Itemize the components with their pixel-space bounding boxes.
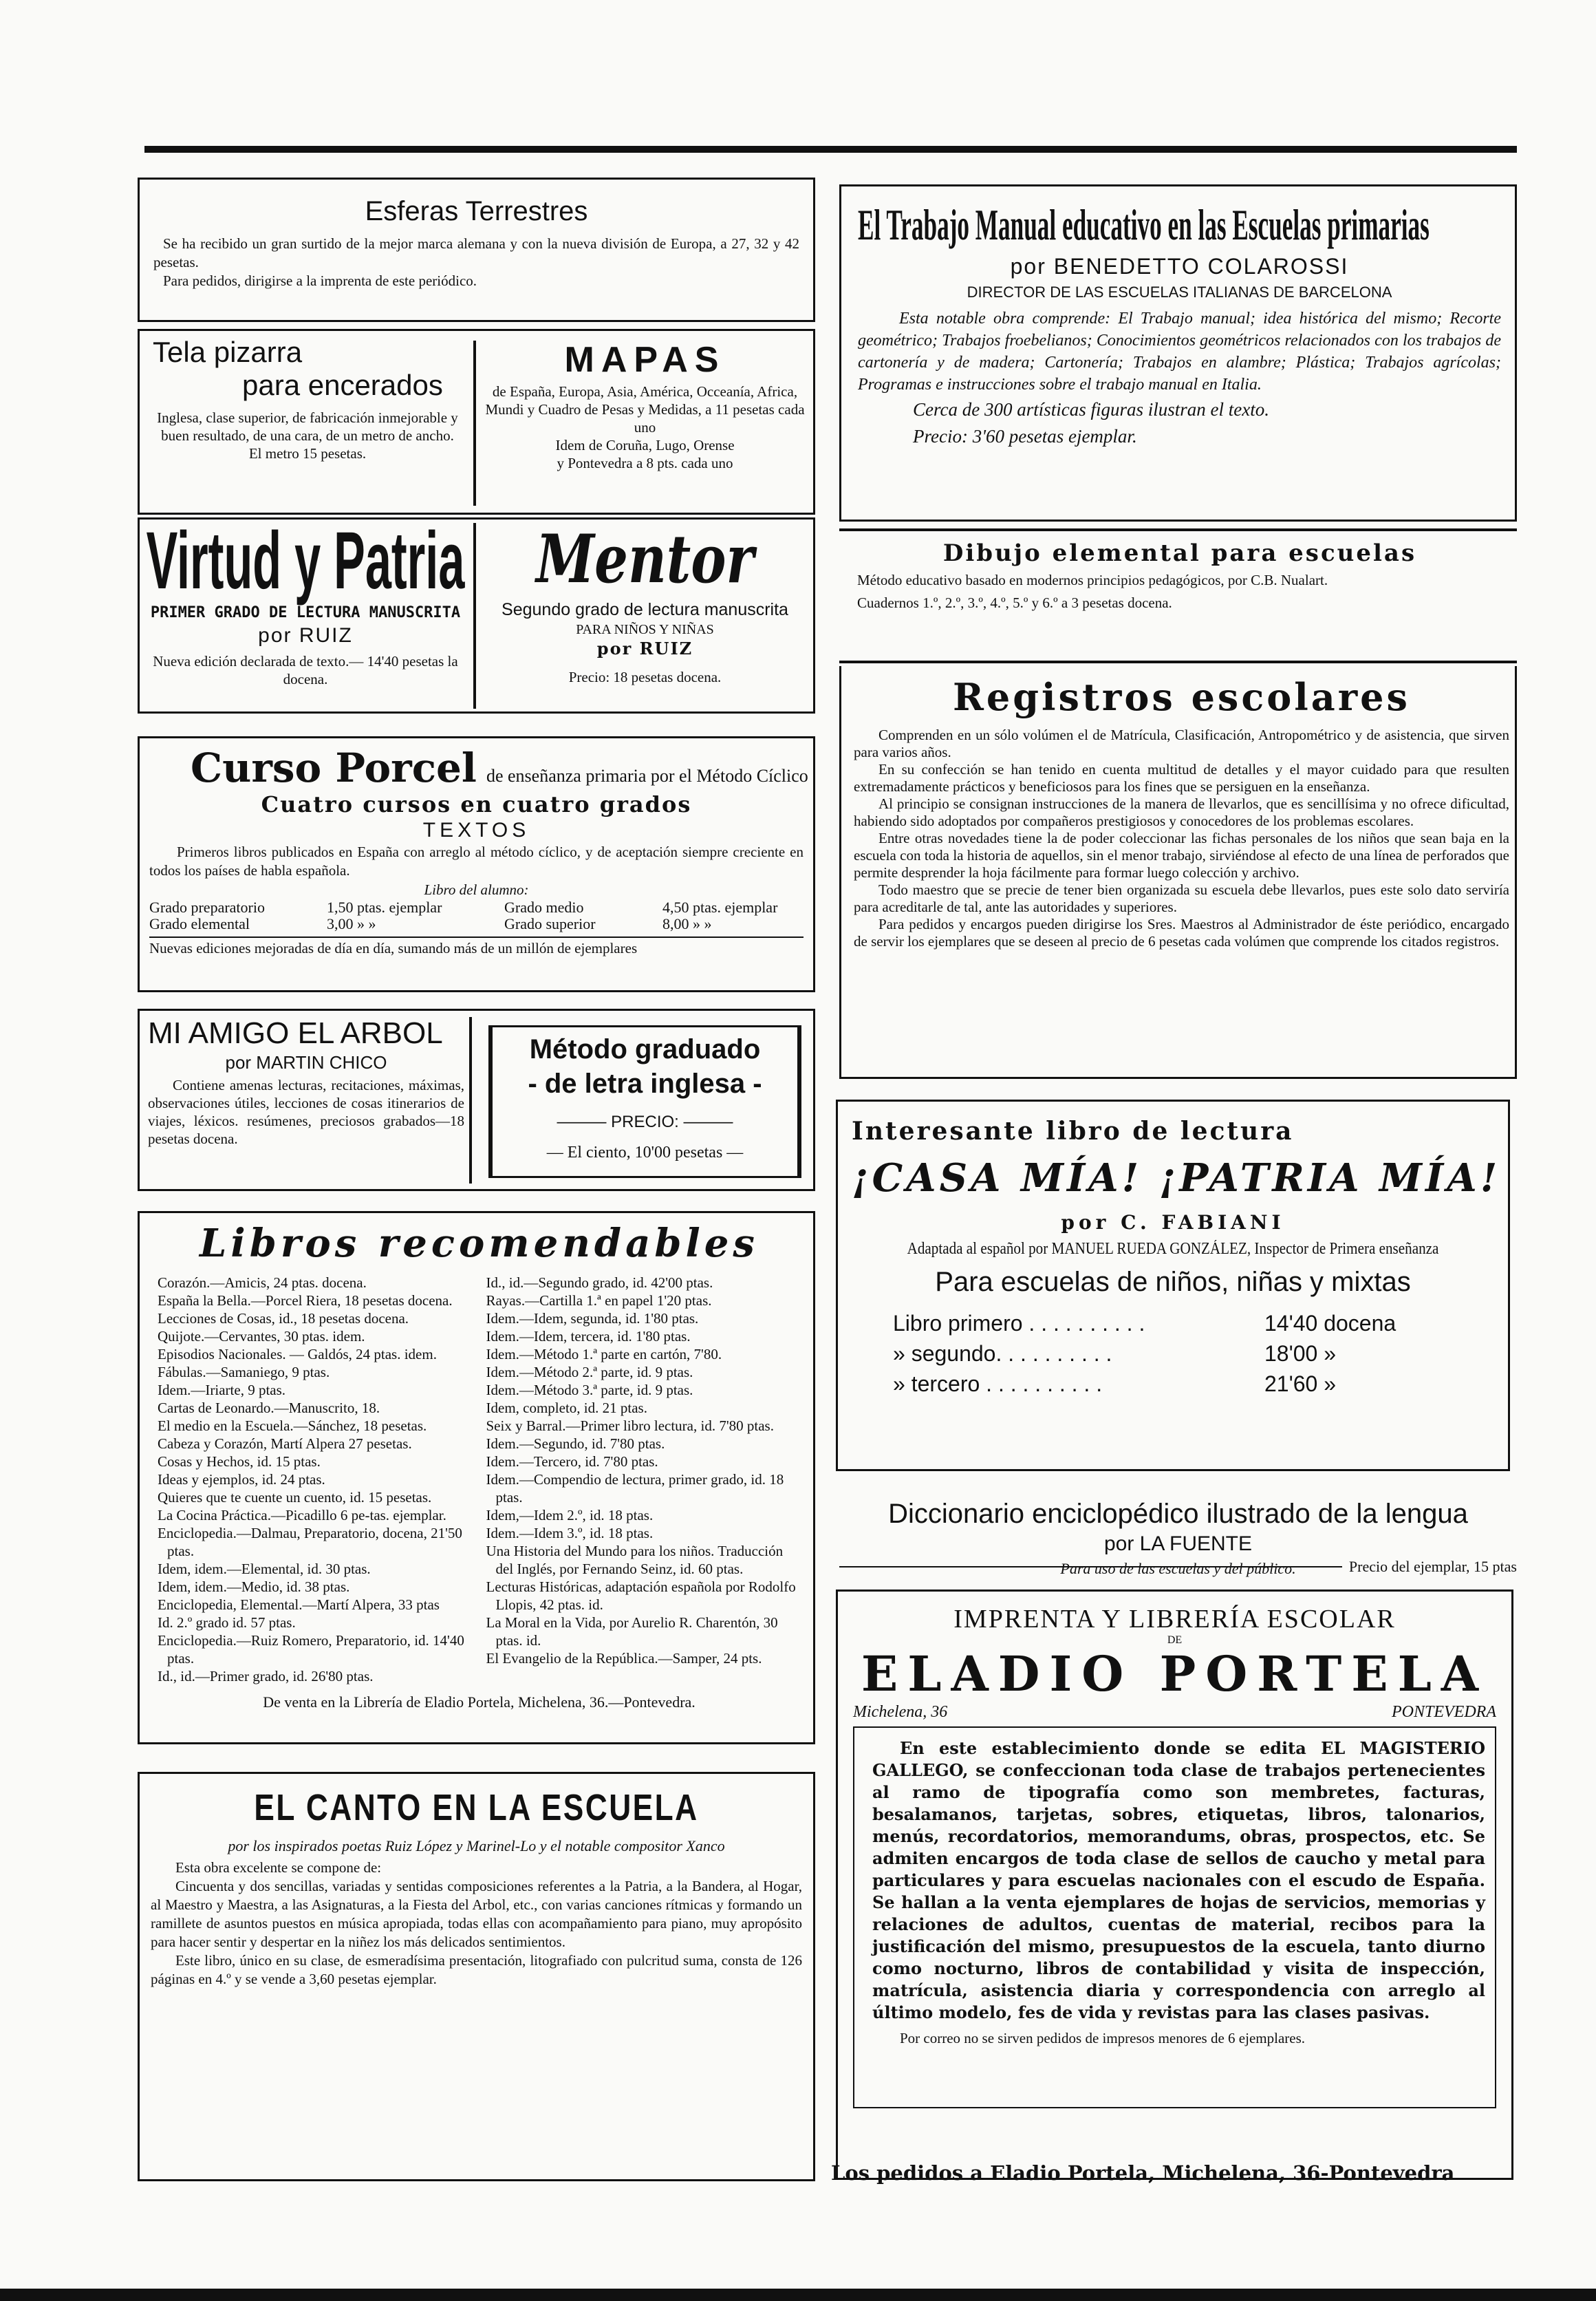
- top-rule: [144, 146, 1517, 153]
- curso-title-rest: de enseñanza primaria por el Método Cíclico: [486, 766, 808, 786]
- libros-title: Libros recomendables: [200, 1221, 759, 1266]
- amigo-title: MI AMIGO EL ARBOL: [148, 1016, 443, 1050]
- dibujo-bottom-rule: [839, 661, 1517, 663]
- book-item: Quijote.—Cervantes, 30 ptas. idem.: [158, 1328, 365, 1345]
- book-item: Quieres que te cuente un cuento, id. 15 pesetas.: [158, 1489, 432, 1506]
- grade-name: Grado preparatorio: [149, 899, 265, 916]
- esferas-ad: [138, 178, 815, 322]
- registros-paragraph: Entre otras novedades tiene la de poder coleccionar las fichas personales de los niños que sean baja en la escuela con toda la historia de aquellos, sin el menor trabajo, sirviéndose al efecto de una línea de perforados que permite desprender la hoja fácilmente para formar luego colección y archivo.: [854, 830, 1509, 881]
- grade-price: 3,00 » »: [327, 915, 376, 932]
- tela-body: Inglesa, clase superior, de fabricación inmejorable y buen resultado, de una cara, de un metro de ancho.: [157, 409, 458, 444]
- book-item: Lecturas Históricas, adaptación española por Rodolfo Llopis, 42 ptas. id.: [486, 1578, 796, 1613]
- imprenta-de: DE: [1167, 1634, 1183, 1646]
- virtud-ad: [141, 515, 470, 688]
- grade-name: Grado superior: [504, 915, 596, 932]
- curso-title: Curso Porcel: [191, 745, 477, 791]
- mentor-audience: PARA NIÑOS Y NIÑAS: [576, 622, 714, 637]
- book-item: Idem.—Método 3.ª parte, id. 9 ptas.: [486, 1382, 693, 1398]
- tela-title-2: para encerados: [242, 369, 443, 401]
- virtud-subtitle: PRIMER GRADO DE LECTURA MANUSCRITA: [150, 604, 461, 621]
- book-item: Ideas y ejemplos, id. 24 ptas.: [158, 1471, 325, 1488]
- esferas-note: Para pedidos, dirigirse a la imprenta de este periódico.: [163, 272, 477, 289]
- book-item: Idem.—Método 2.ª parte, id. 9 ptas.: [486, 1364, 693, 1380]
- book-item: Fábulas.—Samaniego, 9 ptas.: [158, 1364, 330, 1380]
- book-item: La Moral en la Vida, por Aurelio R. Charentón, 30 ptas. id.: [486, 1614, 778, 1649]
- book-item: Cabeza y Corazón, Martí Alpera 27 pesetas.: [158, 1435, 412, 1452]
- imprenta-ad: [836, 1590, 1513, 2180]
- casa-price-label: » segundo. . . . . . . . . .: [893, 1341, 1112, 1366]
- diccionario-author: por LA FUENTE: [1103, 1532, 1253, 1555]
- grade-price: 1,50 ptas. ejemplar: [327, 899, 442, 916]
- registros-title: Registros escolares: [953, 675, 1410, 719]
- mapas-line3: y Pontevedra a 8 pts. cada uno: [557, 455, 733, 471]
- registros-ad: [839, 666, 1517, 1079]
- book-item: Idem,—Idem 2.º, id. 18 ptas.: [486, 1507, 654, 1523]
- dibujo-title: Dibujo elemental para escuelas: [942, 539, 1417, 567]
- mentor-price: Precio: 18 pesetas docena.: [568, 669, 722, 685]
- book-item: Idem, completo, id. 21 ptas.: [486, 1400, 647, 1416]
- book-item: Idem.—Compendio de lectura, primer grado, id. 18 ptas.: [486, 1471, 784, 1506]
- book-item: Una Historia del Mundo para los niños. Traducción del Inglés, por Fernando Seinz, id. 60 ptas.: [486, 1543, 784, 1577]
- bottom-rule: [0, 2289, 1596, 2301]
- diccionario-price: Precio del ejemplar, 15 ptas: [1348, 1558, 1517, 1575]
- registros-paragraph: Todo maestro que se precie de tener bien organizada su escuela debe llevarlos, pues este solo dato serviría para acreditarle de tal, ante las autoridades y superiores.: [854, 881, 1509, 915]
- tela-price: El metro 15 pesetas.: [248, 445, 367, 462]
- book-item: Cosas y Hechos, id. 15 ptas.: [158, 1453, 321, 1470]
- book-item: Episodios Nacionales. — Galdós, 24 ptas. idem.: [158, 1346, 437, 1362]
- amigo-metodo-divider: [469, 1017, 472, 1184]
- metodo-title-2: - de letra inglesa -: [528, 1069, 762, 1099]
- dibujo-body: Método educativo basado en modernos principios pedagógicos, por C.B. Nualart.: [857, 572, 1328, 588]
- book-item: Cartas de Leonardo.—Manuscrito, 18.: [158, 1400, 380, 1416]
- imprenta-street: Michelena, 36: [853, 1703, 948, 1721]
- trabajo-figures: Cerca de 300 artísticas figuras ilustran el texto.: [913, 399, 1269, 420]
- metodo-content: [495, 1032, 795, 1164]
- amigo-ad: [148, 1016, 464, 1148]
- book-item: Id., id.—Segundo grado, id. 42'00 ptas.: [486, 1274, 713, 1291]
- book-item: Idem.—Idem 3.º, id. 18 ptas.: [486, 1525, 654, 1541]
- virtud-body: Nueva edición declarada de texto.— 14'40 pesetas la docena.: [153, 653, 458, 687]
- trabajo-body: Esta notable obra comprende: El Trabajo manual; idea histórica del mismo; Recorte geométrico; Trabajos froebelianos; Conocimientos geométricos relacionados con los trabajos de cartonería y de madera; Cartonería; Trabajos en alambre; Plástica; Trabajos agrícolas; Programas e instrucciones sobre el trabajo manual en Italia.: [858, 310, 1501, 394]
- diccionario-price-row: [839, 1556, 1517, 1577]
- amigo-author: por MARTIN CHICO: [225, 1052, 387, 1073]
- curso-libro: Libro del alumno:: [424, 881, 529, 898]
- metodo-price: — El ciento, 10'00 pesetas —: [546, 1144, 744, 1162]
- grade-name: Grado medio: [504, 899, 584, 916]
- mentor-author: por RUIZ: [596, 639, 693, 659]
- casa-header: Interesante libro de lectura: [852, 1117, 1294, 1146]
- registros-paragraph: Comprenden en un sólo volúmen el de Matrícula, Clasificación, Antropométrico y de asistencia, que sirven para varios años.: [854, 727, 1509, 760]
- trabajo-price: Precio: 3'60 pesetas ejemplar.: [913, 426, 1137, 447]
- casa-adapt: Adaptada al español por MANUEL RUEDA GONZÁLEZ, Inspector de Primera enseñanza: [907, 1240, 1439, 1258]
- book-item: España la Bella.—Porcel Riera, 18 pesetas docena.: [158, 1292, 453, 1309]
- canto-intro: Esta obra excelente se compone de:: [175, 1859, 382, 1876]
- trabajo-author: por BENEDETTO COLAROSSI: [1010, 254, 1349, 279]
- imprenta-city: PONTEVEDRA: [1392, 1703, 1496, 1721]
- curso-subtitle: Cuatro cursos en cuatro grados: [261, 791, 692, 817]
- book-item: Idem.—Segundo, id. 7'80 ptas.: [486, 1435, 665, 1452]
- book-item: Lecciones de Cosas, id., 18 pesetas docena.: [158, 1310, 409, 1327]
- casa-price-row: [893, 1308, 1494, 1338]
- mapas-line2: Idem de Coruña, Lugo, Orense: [555, 437, 735, 453]
- diccionario-title: Diccionario enciclopédico ilustrado de la lengua: [888, 1499, 1468, 1529]
- diccionario-use: Para uso de las escuelas y del público.: [1060, 1560, 1296, 1577]
- grade-price: 8,00 » »: [662, 915, 712, 932]
- book-item: Idem.—Tercero, id. 7'80 ptas.: [486, 1453, 658, 1470]
- book-item: El medio en la Escuela.—Sánchez, 18 pesetas.: [158, 1417, 427, 1434]
- mapas-title: MAPAS: [564, 340, 726, 380]
- curso-grade-row-1: [149, 899, 804, 916]
- imprenta-name: ELADIO PORTELA: [861, 1645, 1489, 1702]
- registros-paragraph: Al principio se consignan instrucciones de la manera de llevarlos, que es sencillísima y no ofrece dificultad, habiendo sido adoptados por compañeros prestigiosos y conocedores de los problemas escolares.: [854, 795, 1509, 829]
- casa-price-row: [893, 1338, 1494, 1369]
- book-item: Enciclopedia.—Dalmau, Preparatorio, docena, 21'50 ptas.: [158, 1525, 462, 1559]
- book-item: Idem.—Iriarte, 9 ptas.: [158, 1382, 286, 1398]
- registros-paragraph: En su confección se han tenido en cuenta multitud de detalles y el mayor cuidado para que resulten extremadamente prácticos y beneficiosos para los fines que se persiguen en la enseñanza.: [854, 761, 1509, 795]
- esferas-body: Se ha recibido un gran surtido de la mejor marca alemana y con la nueva división de Europa, a 27, 32 y 42 pesetas.: [153, 235, 799, 270]
- canto-ad: [138, 1772, 815, 2181]
- book-item: Enciclopedia.—Ruiz Romero, Preparatorio, id. 14'40 ptas.: [158, 1632, 464, 1667]
- tela-title-1: Tela pizarra: [153, 336, 303, 368]
- mapas-ad: [485, 337, 805, 472]
- book-item: Corazón.—Amicis, 24 ptas. docena.: [158, 1274, 367, 1291]
- book-item: El Evangelio de la República.—Samper, 24 pts.: [486, 1650, 762, 1667]
- libros-footer: De venta en la Librería de Eladio Portela, Michelena, 36.—Pontevedra.: [263, 1693, 695, 1711]
- casa-author: por C. FABIANI: [1061, 1211, 1285, 1234]
- casa-ad: [836, 1100, 1510, 1471]
- libros-list: [158, 1274, 801, 1687]
- dibujo-ad: [846, 537, 1513, 615]
- virtud-title: Virtud y Patria: [146, 515, 465, 606]
- mentor-title: Mentor: [536, 520, 754, 598]
- amigo-body: Contiene amenas lecturas, recitaciones, máximas, observaciones útiles, lecciones de cosas itinerarios de viajes, léxicos. resúmenes, preciosos grabados—18 pesetas docena.: [148, 1077, 464, 1147]
- casa-price-label: Libro primero . . . . . . . . . .: [893, 1311, 1145, 1336]
- casa-prices: [852, 1308, 1494, 1399]
- casa-price-value: 14'40 docena: [1264, 1311, 1396, 1336]
- metodo-title-1: Método graduado: [529, 1034, 761, 1064]
- imprenta-title: IMPRENTA Y LIBRERÍA ESCOLAR: [953, 1605, 1396, 1634]
- trabajo-ad: [839, 184, 1517, 522]
- libros-ad: [138, 1211, 815, 1744]
- book-item: Id., id.—Primer grado, id. 26'80 ptas.: [158, 1668, 374, 1684]
- curso-ad: [138, 736, 815, 992]
- curso-body: Primeros libros publicados en España con arreglo al método cíclico, y de aceptación siempre creciente en todos los países de habla española.: [149, 844, 804, 879]
- curso-footer: Nuevas ediciones mejoradas de día en día, sumando más de un millón de ejemplares: [149, 940, 638, 956]
- grade-name: Grado elemental: [149, 915, 250, 932]
- book-item: Idem.—Método 1.ª parte en cartón, 7'80.: [486, 1346, 722, 1362]
- canto-subtitle: por los inspirados poetas Ruiz López y Marinel-Lo y el notable compositor Xanco: [228, 1837, 725, 1854]
- esferas-title: Esferas Terrestres: [365, 196, 588, 226]
- curso-textos: TEXTOS: [422, 819, 530, 842]
- dibujo-top-rule: [839, 528, 1517, 531]
- book-item: Rayas.—Cartilla 1.ª en papel 1'20 ptas.: [486, 1292, 712, 1309]
- book-item: Idem.—Idem, tercera, id. 1'80 ptas.: [486, 1328, 691, 1345]
- book-item: Idem, idem.—Elemental, id. 30 ptas.: [158, 1561, 371, 1577]
- book-item: Idem.—Idem, segunda, id. 1'80 ptas.: [486, 1310, 699, 1327]
- mapas-body: de España, Europa, Asia, América, Occeanía, Africa, Mundi y Cuadro de Pesas y Medidas, a 11 pesetas cada uno: [485, 383, 805, 436]
- imprenta-body: En este establecimiento donde se edita EL MAGISTERIO GALLEGO, se confeccionan toda clase de trabajos pertenecientes al ramo de tipografía como son membretes, facturas, besalamanos, tarjetas, sobres, etiquetas, libros, talonarios, menús, recordatorios, memorandums, obras, prospectos, etc. Se admiten encargos de toda clase de sellos de caucho y metal para particulares y para escuelas nacionales con el escudo de España. Se hallan a la venta ejemplares de hojas de servicios, memorias y relaciones de adultos, cuentas de material, recibos para la justificación del mismo, presupuestos de la escuela, tanto diurno como nocturno, libros de contabilidad y visita de inspección, matrícula, asistencia diaria y correspondencia con arreglo al último modelo, fes de vida y revistas para las clases pasivas.: [872, 1738, 1485, 2022]
- canto-title: EL CANTO EN LA ESCUELA: [254, 1787, 699, 1828]
- tela-ad: [153, 336, 462, 462]
- casa-price-value: 21'60 »: [1264, 1371, 1336, 1396]
- casa-title: ¡CASA MÍA! ¡PATRIA MÍA!: [852, 1155, 1501, 1201]
- registros-paragraph: Para pedidos y encargos pueden dirigirse los Sres. Maestros al Administrador de éste periódico, encargado de servir los ejemplares que se deseen al precio de 6 pesetas cada volúmen que comprende los citados registros.: [854, 916, 1509, 950]
- mentor-ad: [478, 522, 812, 687]
- imprenta-note: Por correo no se sirven pedidos de impresos menores de 6 ejemplares.: [900, 2030, 1306, 2046]
- curso-grade-row-2: [149, 916, 804, 932]
- footer-line: Los pedidos a Eladio Portela, Michelena, 36-Pontevedra: [831, 2161, 1455, 2185]
- virtud-author: por RUIZ: [258, 624, 353, 647]
- registros-paras: [854, 727, 1509, 950]
- casa-audience: Para escuelas de niños, niñas y mixtas: [935, 1267, 1411, 1297]
- casa-price-value: 18'00 »: [1264, 1341, 1336, 1366]
- mentor-subtitle: Segundo grado de lectura manuscrita: [502, 600, 788, 619]
- book-item: Id. 2.º grado id. 57 ptas.: [158, 1614, 296, 1631]
- trabajo-director: DIRECTOR DE LAS ESCUELAS ITALIANAS DE BARCELONA: [967, 283, 1392, 301]
- grade-price: 4,50 ptas. ejemplar: [662, 899, 778, 916]
- canto-body: Cincuenta y dos sencillas, variadas y sentidas composiciones referentes a la Patria, a la Bandera, al Hogar, al Maestro y Maestra, a las Asignaturas, a la Fiesta del Arbol, etc., con varias canciones rítmicas y formando un ramillete de asuntos puestos en música apropiada, todas ellas con acompañamiento para piano, muy apropósito para hacer sentir y despertar en la niñez los más delicados sentimientos.: [151, 1878, 802, 1950]
- casa-price-row: [893, 1369, 1494, 1399]
- canto-body-2: Este libro, único en su clase, de esmeradísima presentación, litografiado con pulcritud suma, consta de 126 páginas en 4.º y se vende a 3,60 pesetas ejemplar.: [151, 1952, 802, 1987]
- metodo-precio: ——— PRECIO: ———: [557, 1113, 733, 1131]
- book-item: Seix y Barral.—Primer libro lectura, id. 7'80 ptas.: [486, 1417, 774, 1434]
- book-item: La Cocina Práctica.—Picadillo 6 pe-tas. ejemplar.: [158, 1507, 446, 1523]
- book-item: Enciclopedia, Elemental.—Martí Alpera, 33 ptas: [158, 1596, 440, 1613]
- tela-mapas-divider: [473, 341, 476, 506]
- trabajo-title: El Trabajo Manual educativo en las Escuelas primarias: [858, 200, 1430, 249]
- dibujo-price: Cuadernos 1.º, 2.º, 3.º, 4.º, 5.º y 6.º a 3 pesetas docena.: [857, 595, 1172, 611]
- casa-price-label: » tercero . . . . . . . . . .: [893, 1371, 1103, 1396]
- book-item: Idem, idem.—Medio, id. 38 ptas.: [158, 1578, 350, 1595]
